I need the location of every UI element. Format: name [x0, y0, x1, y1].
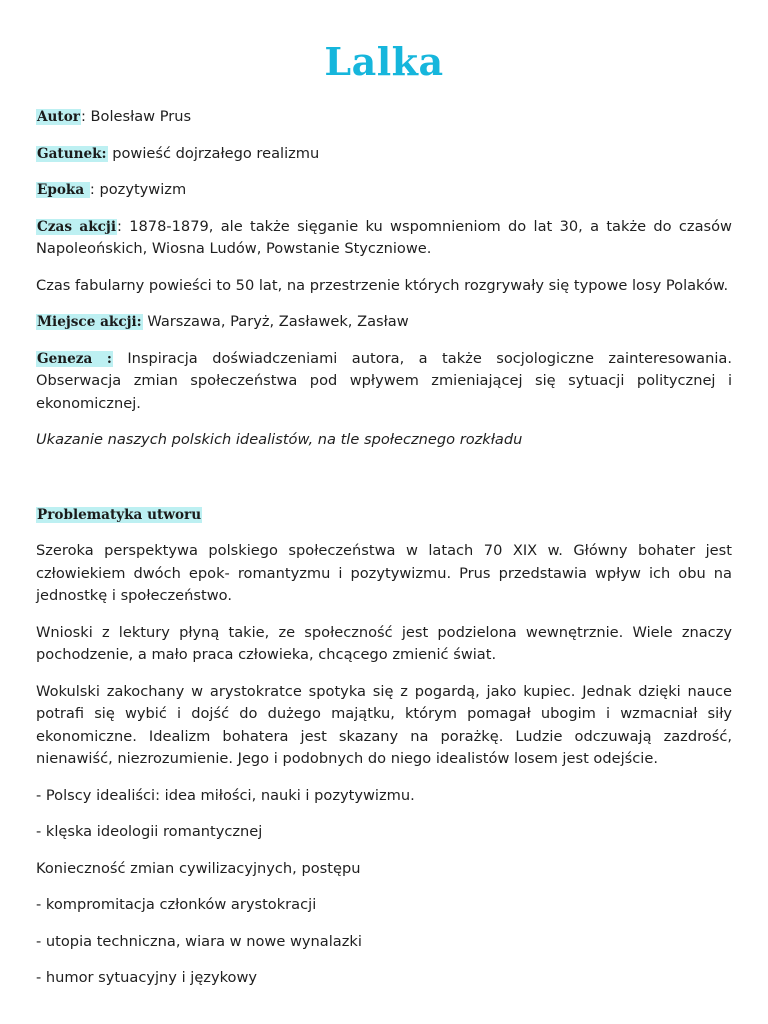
- action-time-value: 1878-1879, ale także sięganie ku wspomnieniom do lat 30, a także do czasów Napoleońskich, Wiosna Ludów, Powstanie Styczniowe.: [36, 217, 732, 257]
- paragraph: Wnioski z lektury płyną takie, ze społeczność jest podzielona wewnętrznie. Wiele znaczy pochodzenie, a mało praca człowieka, chcącego zmienić świat.: [36, 623, 732, 663]
- place-line: [36, 311, 732, 334]
- epoch-value: : pozytywizm: [89, 181, 187, 198]
- author-line: [36, 106, 732, 129]
- list-line: - kompromitacja członków arystokracji: [36, 896, 317, 913]
- epoch-line: [36, 179, 732, 202]
- section-heading: Problematyka utworu: [37, 506, 202, 523]
- place-label: Miejsce akcji:: [37, 314, 142, 330]
- list-line: - Polscy idealiści: idea miłości, nauki i pozytywizmu.: [36, 786, 415, 804]
- author-label: Autor: [37, 109, 80, 125]
- author-value: Bolesław Prus: [85, 108, 192, 125]
- list-line: Konieczność zmian cywilizacyjnych, postępu: [36, 859, 361, 877]
- list-line: - humor sytuacyjny i językowy: [36, 969, 258, 986]
- time-note: Czas fabularny powieści to 50 lat, na przestrzenie których rozgrywały się typowe losy Polaków.: [36, 276, 729, 294]
- action-time-line: [36, 216, 732, 261]
- epoch-label: Epoka: [37, 182, 89, 198]
- place-value: Warszawa, Paryż, Zasławek, Zasław: [142, 313, 409, 330]
- genre-value: powieść dojrzałego realizmu: [107, 144, 320, 162]
- author-sep: :: [80, 108, 86, 125]
- italic-note: Ukazanie naszych polskich idealistów, na tle społecznego rozkładu: [36, 431, 523, 448]
- genesis-value: Inspiracja doświadczeniami autora, a także socjologiczne zainteresowania. Obserwacja zmian społeczeństwa pod wpływem zmieniającej się sytuacji politycznej i ekonomicznej.: [36, 349, 732, 412]
- list-line: - klęska ideologii romantycznej: [36, 823, 263, 840]
- action-time-sep: :: [117, 217, 122, 235]
- paragraph: Wokulski zakochany w arystokratce spotyka się z pogardą, jako kupiec. Jednak dzięki nauce potrafi się wybić i dojść do dużego majątku, którym pomagał ubogim i wzmacniał siły ekonomiczne. Idealizm bohatera jest skazany na porażkę. Ludzie odczuwają zazdrość, nienawiść, niezrozumienie. Jego i podobnych do niego idealistów losem jest odejście.: [36, 682, 732, 767]
- genre-label: Gatunek:: [37, 145, 107, 162]
- action-time-label: Czas akcji: [37, 218, 116, 235]
- genesis-label: Geneza :: [37, 350, 112, 367]
- list-line: - utopia techniczna, wiara w nowe wynalazki: [36, 932, 362, 950]
- document-title: Lalka: [324, 39, 444, 84]
- genre-line: [36, 143, 732, 166]
- genesis-line: [36, 348, 732, 416]
- paragraph: Szeroka perspektywa polskiego społeczeństwa w latach 70 XIX w. Główny bohater jest człowiekiem dwóch epok- romantyzmu i pozytywizmu. Prus przedstawia wpływ ich obu na jednostkę i społeczeństwo.: [36, 542, 732, 604]
- section-heading-line: [36, 504, 732, 527]
